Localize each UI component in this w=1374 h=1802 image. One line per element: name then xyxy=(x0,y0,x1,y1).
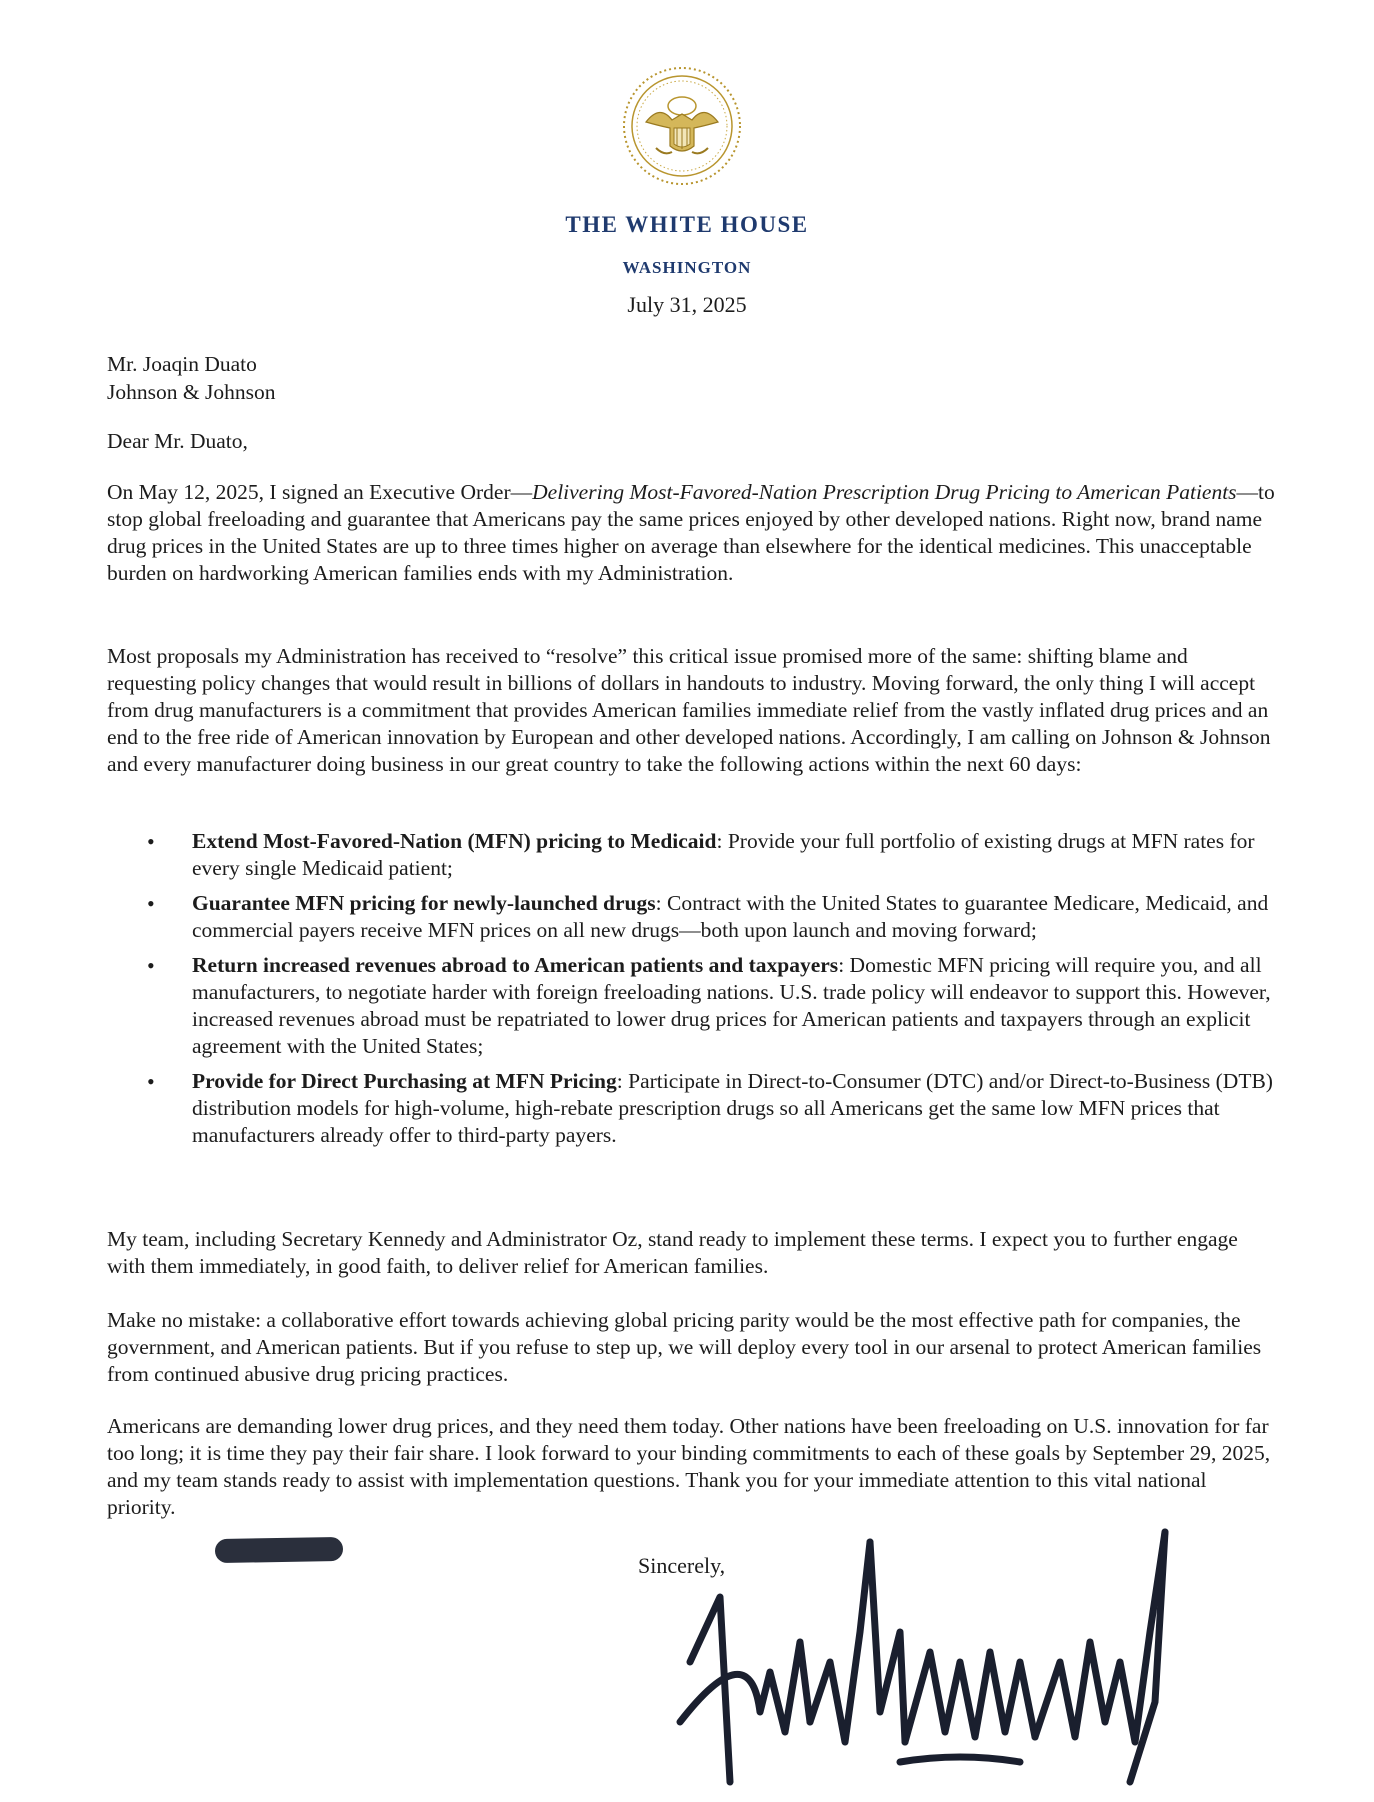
paragraph-5: Americans are demanding lower drug prices, and they need them today. Other nations have been freeloading on U.S. innovation for far too long; it is time they pay their fair share. I look forward to your binding commitments to each of these goals by September 29, 2025, and my team stands ready to assist with implementation questions. Thank you for your immediate attention to this vital national priority. xyxy=(107,1414,1271,1519)
action-text: : Participate in Direct-to-Consumer (DTC) and/or Direct-to-Business (DTB) distribution models for high-volume, high-rebate prescription drugs so all Americans get the same low MFN prices that manufacturers already offer to third-party payers. xyxy=(192,1069,1273,1147)
executive-order-title: Delivering Most-Favored-Nation Prescription Drug Pricing to American Patients xyxy=(532,480,1237,504)
action-text: : Contract with the United States to guarantee Medicare, Medicaid, and commercial payers receive MFN prices on all new drugs—both upon launch and moving forward; xyxy=(192,891,1269,942)
letterhead-title: THE WHITE HOUSE xyxy=(565,212,809,237)
paragraph-3: My team, including Secretary Kennedy and Administrator Oz, stand ready to implement these terms. I expect you to further engage with them immediately, in good faith, to deliver relief for American families. xyxy=(107,1227,1238,1278)
paragraph-2: Most proposals my Administration has received to “resolve” this critical issue promised more of the same: shifting blame and requesting policy changes that would result in billions of dollars in handouts to industry. Moving forward, the only thing I will accept from drug manufacturers is a commitment that provides American families immediate relief from the vastly inflated drug prices and an end to the free ride of American innovation by European and other developed nations. Accordingly, I am calling on Johnson & Johnson and every manufacturer doing business in our great country to take the following actions within the next 60 days: xyxy=(107,644,1271,776)
recipient-block xyxy=(107,350,1277,406)
action-heading: Provide for Direct Purchasing at MFN Pricing xyxy=(192,1069,617,1093)
closing: Sincerely, xyxy=(638,1553,726,1578)
action-text: : Domestic MFN pricing will require you, and all manufacturers, to negotiate harder with foreign freeloading nations. U.S. trade policy will endeavor to support this. However, increased revenues abroad must be repatriated to lower drug prices for American patients and taxpayers through an explicit agreement with the United States; xyxy=(192,953,1271,1058)
action-item xyxy=(107,1068,1277,1149)
paragraph-1-rest: —to stop global freeloading and guarantee that Americans pay the same prices enjoyed by other developed nations. Right now, brand name drug prices in the United States are up to three times higher on average than elsewhere for the identical medicines. This unacceptable burden on hardworking American families ends with my Administration. xyxy=(107,480,1275,585)
salutation: Dear Mr. Duato, xyxy=(107,429,248,453)
action-list xyxy=(107,828,1277,1157)
paragraph-4: Make no mistake: a collaborative effort towards achieving global pricing parity would be the most effective path for companies, the government, and American patients. But if you refuse to step up, we will deploy every tool in our arsenal to protect American families from continued abusive drug pricing practices. xyxy=(107,1308,1262,1386)
paragraph-1-lead: On May 12, 2025, I signed an Executive Order— xyxy=(107,480,533,504)
presidential-seal-icon xyxy=(620,64,744,188)
action-item xyxy=(107,828,1277,882)
action-text: : Provide your full portfolio of existing drugs at MFN rates for every single Medicaid patient; xyxy=(192,829,1255,880)
action-heading: Guarantee MFN pricing for newly-launched drugs xyxy=(192,891,656,915)
letter-date: July 31, 2025 xyxy=(627,292,747,317)
action-heading: Return increased revenues abroad to American patients and taxpayers xyxy=(192,953,839,977)
action-heading: Extend Most-Favored-Nation (MFN) pricing to Medicaid xyxy=(192,829,717,853)
recipient-name: Mr. Joaqin Duato xyxy=(107,352,257,376)
signature-icon xyxy=(660,1512,1180,1802)
action-item xyxy=(107,890,1277,944)
action-item xyxy=(107,952,1277,1060)
letterhead-city: WASHINGTON xyxy=(622,258,752,277)
paragraph-1 xyxy=(107,479,1277,587)
redaction-mark xyxy=(215,1537,343,1563)
recipient-company: Johnson & Johnson xyxy=(107,380,276,404)
